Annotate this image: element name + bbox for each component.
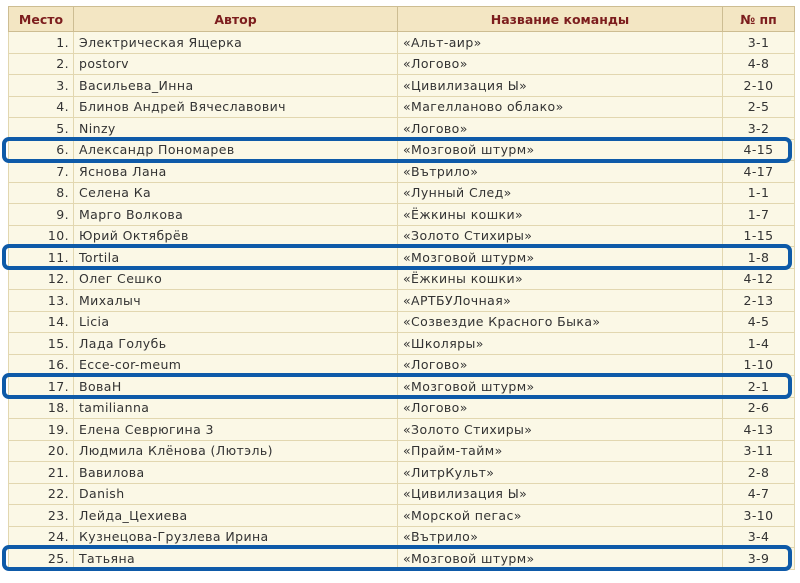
table-row <box>9 161 795 183</box>
team-cell: «Цивилизация Ы» <box>398 483 723 505</box>
place-cell: 11. <box>9 247 74 269</box>
team-cell: «Вътрило» <box>398 526 723 548</box>
place-cell: 3. <box>9 75 74 97</box>
header-number: № пп <box>723 7 795 32</box>
table-row <box>9 247 795 269</box>
team-cell: «Мозговой штурм» <box>398 376 723 398</box>
place-cell: 8. <box>9 182 74 204</box>
author-cell: tamilianna <box>74 397 398 419</box>
place-cell: 18. <box>9 397 74 419</box>
number-cell: 1-10 <box>723 354 795 376</box>
author-cell: Licia <box>74 311 398 333</box>
table-row <box>9 376 795 398</box>
team-cell: «Мозговой штурм» <box>398 247 723 269</box>
table-row <box>9 139 795 161</box>
number-cell: 2-5 <box>723 96 795 118</box>
number-cell: 1-15 <box>723 225 795 247</box>
number-cell: 2-6 <box>723 397 795 419</box>
number-cell: 3-4 <box>723 526 795 548</box>
table-row <box>9 290 795 312</box>
place-cell: 22. <box>9 483 74 505</box>
team-cell: «Цивилизация Ы» <box>398 75 723 97</box>
table-row <box>9 440 795 462</box>
author-cell: ВоваН <box>74 376 398 398</box>
table-row <box>9 397 795 419</box>
header-team: Название команды <box>398 7 723 32</box>
table-row <box>9 333 795 355</box>
team-cell: «Магелланово облако» <box>398 96 723 118</box>
author-cell: Кузнецова-Грузлева Ирина <box>74 526 398 548</box>
author-cell: Tortila <box>74 247 398 269</box>
team-cell: «Школяры» <box>398 333 723 355</box>
table-row <box>9 32 795 54</box>
number-cell: 3-1 <box>723 32 795 54</box>
author-cell: Яснова Лана <box>74 161 398 183</box>
number-cell: 1-4 <box>723 333 795 355</box>
author-cell: Электрическая Ящерка <box>74 32 398 54</box>
number-cell: 2-13 <box>723 290 795 312</box>
place-cell: 25. <box>9 548 74 570</box>
number-cell: 4-12 <box>723 268 795 290</box>
place-cell: 10. <box>9 225 74 247</box>
header-author: Автор <box>74 7 398 32</box>
place-cell: 5. <box>9 118 74 140</box>
team-cell: «Золото Стихиры» <box>398 225 723 247</box>
team-cell: «Ёжкины кошки» <box>398 204 723 226</box>
team-cell: «Лунный След» <box>398 182 723 204</box>
table-row <box>9 225 795 247</box>
place-cell: 19. <box>9 419 74 441</box>
author-cell: Александр Пономарев <box>74 139 398 161</box>
table-row <box>9 311 795 333</box>
author-cell: Юрий Октябрёв <box>74 225 398 247</box>
team-cell: «Золото Стихиры» <box>398 419 723 441</box>
place-cell: 6. <box>9 139 74 161</box>
header-place: Место <box>9 7 74 32</box>
place-cell: 1. <box>9 32 74 54</box>
number-cell: 3-2 <box>723 118 795 140</box>
author-cell: Татьяна <box>74 548 398 570</box>
team-cell: «Созвездие Красного Быка» <box>398 311 723 333</box>
table-row <box>9 419 795 441</box>
table-row <box>9 462 795 484</box>
table-body <box>9 32 795 570</box>
place-cell: 24. <box>9 526 74 548</box>
place-cell: 9. <box>9 204 74 226</box>
number-cell: 4-8 <box>723 53 795 75</box>
team-cell: «Ёжкины кошки» <box>398 268 723 290</box>
author-cell: Селена Ка <box>74 182 398 204</box>
table-row <box>9 96 795 118</box>
table-row <box>9 204 795 226</box>
place-cell: 15. <box>9 333 74 355</box>
author-cell: Васильева_Инна <box>74 75 398 97</box>
team-cell: «Мозговой штурм» <box>398 548 723 570</box>
team-cell: «Вътрило» <box>398 161 723 183</box>
table-row <box>9 483 795 505</box>
number-cell: 1-8 <box>723 247 795 269</box>
number-cell: 4-15 <box>723 139 795 161</box>
place-cell: 13. <box>9 290 74 312</box>
table-row <box>9 182 795 204</box>
author-cell: Ecce-cor-meum <box>74 354 398 376</box>
table-row <box>9 75 795 97</box>
team-cell: «Прайм-тайм» <box>398 440 723 462</box>
number-cell: 4-13 <box>723 419 795 441</box>
number-cell: 1-7 <box>723 204 795 226</box>
place-cell: 4. <box>9 96 74 118</box>
author-cell: Олег Сешко <box>74 268 398 290</box>
place-cell: 23. <box>9 505 74 527</box>
team-cell: «Альт-аир» <box>398 32 723 54</box>
author-cell: Блинов Андрей Вячеславович <box>74 96 398 118</box>
author-cell: Вавилова <box>74 462 398 484</box>
place-cell: 21. <box>9 462 74 484</box>
place-cell: 12. <box>9 268 74 290</box>
author-cell: Елена Севрюгина 3 <box>74 419 398 441</box>
author-cell: Лейда_Цехиева <box>74 505 398 527</box>
number-cell: 3-10 <box>723 505 795 527</box>
team-cell: «Логово» <box>398 397 723 419</box>
table-row <box>9 118 795 140</box>
team-cell: «Морской пегас» <box>398 505 723 527</box>
number-cell: 2-8 <box>723 462 795 484</box>
team-cell: «Логово» <box>398 118 723 140</box>
author-cell: Лада Голубь <box>74 333 398 355</box>
author-cell: Людмила Клёнова (Лютэль) <box>74 440 398 462</box>
team-cell: «ЛитрКульт» <box>398 462 723 484</box>
place-cell: 7. <box>9 161 74 183</box>
table-row <box>9 505 795 527</box>
author-cell: Марго Волкова <box>74 204 398 226</box>
author-cell: Danish <box>74 483 398 505</box>
number-cell: 3-11 <box>723 440 795 462</box>
team-cell: «Мозговой штурм» <box>398 139 723 161</box>
place-cell: 14. <box>9 311 74 333</box>
number-cell: 4-7 <box>723 483 795 505</box>
header-row <box>9 7 795 32</box>
number-cell: 4-5 <box>723 311 795 333</box>
table-row <box>9 354 795 376</box>
place-cell: 17. <box>9 376 74 398</box>
table-row <box>9 526 795 548</box>
table-row <box>9 548 795 570</box>
table-row <box>9 268 795 290</box>
number-cell: 1-1 <box>723 182 795 204</box>
place-cell: 2. <box>9 53 74 75</box>
number-cell: 4-17 <box>723 161 795 183</box>
table-row <box>9 53 795 75</box>
number-cell: 2-1 <box>723 376 795 398</box>
place-cell: 16. <box>9 354 74 376</box>
author-cell: Ninzy <box>74 118 398 140</box>
place-cell: 20. <box>9 440 74 462</box>
number-cell: 2-10 <box>723 75 795 97</box>
author-cell: postorv <box>74 53 398 75</box>
results-table <box>8 6 795 570</box>
team-cell: «Логово» <box>398 354 723 376</box>
team-cell: «Логово» <box>398 53 723 75</box>
number-cell: 3-9 <box>723 548 795 570</box>
team-cell: «АРТБУЛочная» <box>398 290 723 312</box>
author-cell: Михалыч <box>74 290 398 312</box>
